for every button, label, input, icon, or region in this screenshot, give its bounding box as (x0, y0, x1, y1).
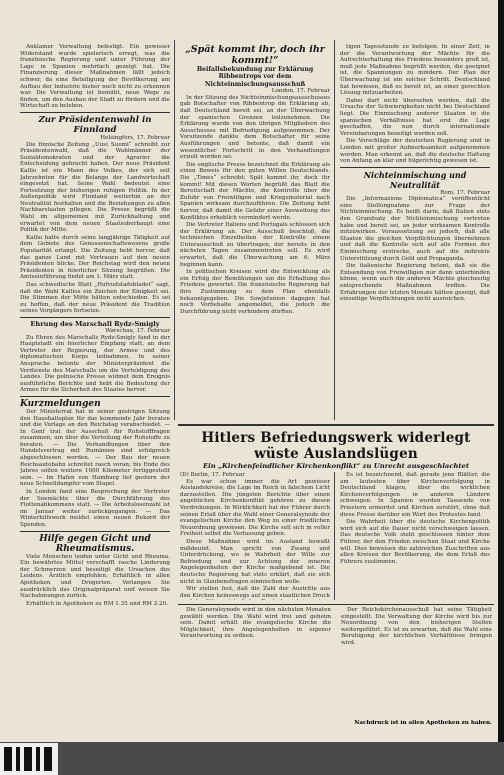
dateline-berlin: (D) Berlin, 17. Februar (180, 472, 245, 478)
scan-margin (0, 742, 504, 775)
rydz-article: Zu Ehren des Marschalls Rydz-Smigly fand in der Hauptstadt ein feierlicher Empfang statt, an dem Vertreter der Regierung, der Armee und des diplomatischen Korps teilnahmen. In seiner Ansprache betonte der Ministerpräsident die Verdienste des Marschalls um die Verteidigung des Landes. Die polnische Presse widmet dem Ereignis ausführliche Berichte und hebt die Bedeutung der Armee für die Sicherheit des Staates hervor. (20, 334, 170, 394)
left-column (20, 44, 170, 738)
dateline-london: London, 17. Februar (271, 88, 330, 95)
divider (20, 531, 170, 532)
bottom-left-text (180, 472, 330, 600)
subheadline-kirchenkonflikt: Ein „Kirchenfeindlicher Kirchenkonflikt“ zu Unrecht ausgeschlachtet (202, 462, 470, 470)
right-continued-article: tigen Tagesstunde zu befolgen. In einer Zeit, in der die Verantwortung der Mächte für die Aufrechterhaltung des Friedens besonders groß ist, muß jede Maßnahme begrüßt werden, die geeignet ist, die Spannungen zu mindern. Der Plan der Überwachung ist ein solcher Schritt. Deutschland hat bewiesen, daß es bereit ist, an einer gerechten Lösung mitzuarbeiten. Dabei darf nicht übersehen werden, daß die Ursache der Schwierigkeiten nicht bei Deutschland liegt. Die Einmischung anderer Staaten in die spanischen Verhältnisse hat erst die Lage geschaffen, die nun durch internationale Vereinbarungen beseitigt werden soll. Die Vorschläge der deutschen Regierung sind in London mit großer Aufmerksamkeit aufgenommen worden. Man erkennt an, daß die deutsche Haltung von Anfang an klar und folgerichtig gewesen ist. (340, 44, 490, 165)
bottom-footnote (340, 720, 492, 730)
dateline-finnland: Helsingfors, 17. Februar (100, 134, 170, 141)
bottom-section-header (178, 430, 494, 470)
nichteinmischung-article: Die „Informazione Diplomatica“ veröffentlicht eine Stellungnahme zur Frage der Nichteinmischung. Es heißt darin, daß Italien stets den Grundsatz der Nichteinmischung vertreten habe und bereit sei, an jeder wirksamen Kontrolle mitzuwirken. Voraussetzung sei jedoch, daß alle Staaten die gleichen Verpflichtungen übernehmen und daß die Kontrolle sich auf alle Formen der Einmischung erstrecke, auch auf die indirekte Unterstützung durch Geld und Propaganda. Die italienische Regierung betont, daß sie die Entsendung von Freiwilligen nur dann unterbinden könne, wenn auch die anderen Mächte gleichzeitig entsprechende Maßnahmen treffen. Die Erfahrungen der letzten Monate hätten gezeigt, daß einseitige Verpflichtungen nicht ausreichen. (340, 196, 490, 303)
middle-column (180, 44, 330, 418)
headline-kurzmeldungen: Kurzmeldungen (20, 398, 101, 409)
scan-target-icon (0, 743, 58, 775)
befriedungswerk-article-part1: Es war schon immer die Art gewisser Auslandskreise, die Lage im Reich in falschem Licht darzustellen. Die jüngsten Berichte über einen angeblichen Kirchenkonflikt gehören zu diesen Verdrehungen. In Wirklichkeit hat der Führer durch seinen Erlaß über die Wahl einer Generalsynode der evangelischen Kirche den Weg zu einer friedlichen Neuordnung gewiesen. Die Kirche soll sich in voller Freiheit selbst die Verfassung geben. Diese Maßnahme wird im Ausland bewußt mißdeutet. Man spricht von Zwang und Unterdrückung, wo in Wahrheit der Wille zur Befriedung und zur Achtung der inneren Angelegenheiten der Kirche maßgebend ist. Die deutsche Regierung hat stets erklärt, daß sie sich nicht in Glaubensfragen einmischen wolle. Wir stellen fest, daß die Zahl der Austritte aus den Kirchen keineswegs auf einen staatlichen Druck (180, 478, 330, 599)
dateline-rydz: Warschau, 17. Februar (105, 327, 170, 334)
column-rule (334, 472, 335, 600)
divider (20, 396, 170, 397)
kurzmeldungen-article: Der Ministerrat hat in seiner gestrigen Sitzung den Haushaltsplan für das kommende Jahr beraten und die Vorlage an den Reichstag verabschiedet. — In Genf trat der Ausschuß für Rohstofffragen zusammen, um über die Verteilung der Rohstoffe zu beraten. — Die Verhandlungen über den Handelsvertrag mit Rumänien sind erfolgreich abgeschlossen worden. — Der Bau der neuen Reichsautobahn schreitet rasch voran; bis Ende des Jahres sollen weitere 1000 Kilometer fertiggestellt sein. — Im Hafen von Hamburg lief gestern der neue Schnelldampfer vom Stapel. In London fand eine Besprechung der Vertreter der Seemächte über die Durchführung des Flottenabkommens statt. — Die Arbeitslosenzahl ist im Januar weiter zurückgegangen. — Das Winterhilfswerk meldet einen neuen Rekord der Spenden. (20, 408, 170, 528)
footnote-apotheken: Nachdruck ist in allen Apotheken zu haben. (354, 720, 492, 726)
subheadline-ribbentrop: Beifallsbekundung zur Erklärung Ribbentrops vor dem Nichteinmischungsausschuß (196, 66, 314, 88)
bottom-wide-text (180, 607, 492, 717)
headline-nichteinmischung: Nichteinmischung und Neutralität (363, 169, 467, 190)
headline-hitlers-befriedungswerk: Hitlers Befriedungswerk widerlegt wüste Auslandslügen (201, 430, 471, 462)
gicht-ad: Viele Menschen leiden unter Gicht und Rheuma. Ein bewährtes Mittel verschafft rasche Linderung der Schmerzen und beseitigt die Ursachen des Leidens. Ärztlich empfohlen. Erhältlich in allen Apotheken und Drogerien. Verlangen Sie ausdrücklich das Originalpräparat und weisen Sie Nachahmungen zurück. Erhältlich in Apotheken zu RM 1.35 und RM 2.20. (20, 553, 170, 607)
divider (340, 167, 490, 168)
headline-finnland: Zur Präsidentenwahl in Finnland (38, 114, 152, 135)
bottom-right-text (340, 472, 490, 600)
headline-spaet: „Spät kommt ihr, doch ihr kommt!“ (185, 44, 325, 66)
column-rule (174, 40, 175, 420)
headline-gicht: Hilfe gegen Gicht und Rheumatismus. (39, 533, 151, 554)
finnland-article: Die finnische Zeitung „Uusi Suomi“ schreibt zur Präsidentenwahl, daß die Wahlmänner der Sozialdemokraten und der Agrarier die Entscheidung gebracht haben. Der neue Präsident Kallio ist ein Mann des Volkes, der sich seit Jahrzehnten für die Belange der Landwirtschaft eingesetzt hat. Seine Wahl bedeutet eine Fortsetzung der bisherigen ruhigen Politik. In der Außenpolitik wird Finnland weiterhin an der Neutralität festhalten und die Beziehungen zu allen Nachbarstaaten pflegen. Die Presse begrüßt die Wahl im allgemeinen mit Zurückhaltung und erwartet von dem neuen Staatsoberhaupt eine Politik der Mitte. Kallio hatte durch seine langjährige Tätigkeit auf dem Gebiete des Genossenschaftswesens große Popularität erlangt. Die Zeitung hebt hervor, daß das ganze Land mit Vertrauen auf den neuen Präsidenten blicke. Der Reichstag wird den neuen Präsidenten in feierlicher Sitzung begrüßen. Die Amtseinführung findet am 1. März statt. Das schwedische Blatt „Hufvudstadsbladet“ sagt, daß die Wahl Kallios ein Zeichen der Einigkeit sei. Die Stimmen der Mitte hätten entschieden. Es sei zu hoffen, daß der neue Präsident die Tradition seines Vorgängers fortsetze. (20, 141, 170, 315)
section-rule (178, 604, 494, 605)
column-rule (334, 40, 335, 420)
dateline-rom: Rom, 17. Februar (440, 189, 490, 196)
befriedungswerk-article-part2: Es ist bezeichnend, daß gerade jene Blätter, die am lautesten über Kirchenverfolgung in Deutschland klagen, über die wirklichen Kirchenverfolgungen in anderen Ländern schweigen. In Spanien wurden Tausende von Priestern ermordet und Kirchen zerstört, ohne daß diese Presse darüber ein Wort des Protestes fand. Die Wahrheit über die deutsche Kirchenpolitik wird sich auf die Dauer nicht verschweigen lassen. Das deutsche Volk steht geschlossen hinter dem Führer, der den Frieden zwischen Staat und Kirche will. Dies beweisen die zahlreichen Zuschriften aus allen Kreisen der Bevölkerung, die dem Erlaß des Führers zustimmen. (340, 472, 490, 565)
befriedungswerk-article-part3: Die Generalsynode wird in den nächsten Monaten gewählt werden. Die Wahl wird frei und geheim sein. Damit erhält die evangelische Kirche die Möglichkeit, ihre Angelegenheiten in eigener Verantwortung zu ordnen. Der Reichskirchenausschuß hat seine Tätigkeit eingestellt. Die Verwaltung der Kirche wird bis zur Neuordnung von den bisherigen Stellen weitergeführt. Es ist zu erwarten, daß die Wahl eine Beruhigung der kirchlichen Verhältnisse bringen wird. (180, 607, 492, 646)
right-column (340, 44, 490, 418)
left-intro: Anklamer Verwaltung befestigt. Ein gewisser Widerstand wurde spielerisch erregt, was die französische Regierung und unter Führung der Lage in Spanien mehrfach gezeigt hat. Die Finanzierung dieser Maßnahmen fällt jedoch schwer, da eine Beteiligung der Bevölkerung am Aufbau der Industrie bisher noch nicht zu erkennen war. Die Verwaltung ist bemüht, neue Wege zu finden, um den Ausbau der Stadt zu fördern und die Wirtschaft zu beleben. (20, 44, 170, 110)
ribbentrop-article: In der Sitzung des Nichteinmischungsausschusses gab Botschafter von Ribbentrop die Erklärung ab, daß Deutschland bereit sei, an der Überwachung der spanischen Grenzen teilzunehmen. Die Erklärung wurde von den übrigen Mitgliedern des Ausschusses mit Befriedigung aufgenommen. Der Vorsitzende dankte dem Botschafter für seine Ausführungen und betonte, daß damit ein wesentlicher Fortschritt in den Verhandlungen erzielt worden sei. Die englische Presse bezeichnet die Erklärung als einen Beweis für den guten Willen Deutschlands. Die „Times“ schreibt: Spät kommt ihr, doch ihr kommt! Mit diesen Worten begrüßt das Blatt die Bereitschaft der Mächte, die Kontrolle über die Zufuhr von Freiwilligen und Kriegsmaterial nach Spanien wirksam durchzuführen. Die Zeitung hebt hervor, daß damit die Gefahr einer Ausweitung des Konfliktes erheblich vermindert werde. Die Vertreter Italiens und Portugals schlossen sich der Erklärung an. Der Ausschuß beschloß, die technischen Einzelheiten der Kontrolle einem Unterausschuß zu übertragen, der bereits in den nächsten Tagen zusammentreten soll. Es wird erwartet, daß die Überwachung am 6. März beginnen kann. In politischen Kreisen wird die Entwicklung als ein Erfolg der Bemühungen um die Erhaltung des Friedens gewertet. Die französische Regierung hat ihre Zustimmung zu dem Plan ebenfalls bekanntgegeben. Die Sowjetunion dagegen hat noch Vorbehalte angemeldet, die jedoch die Durchführung nicht verhindern dürften. (180, 94, 330, 315)
divider (20, 112, 170, 113)
headline-rydz: Ehrung des Marschall Rydz-Smigly (30, 319, 160, 328)
page-edge (498, 0, 504, 775)
divider (20, 317, 170, 318)
section-rule (178, 424, 494, 426)
